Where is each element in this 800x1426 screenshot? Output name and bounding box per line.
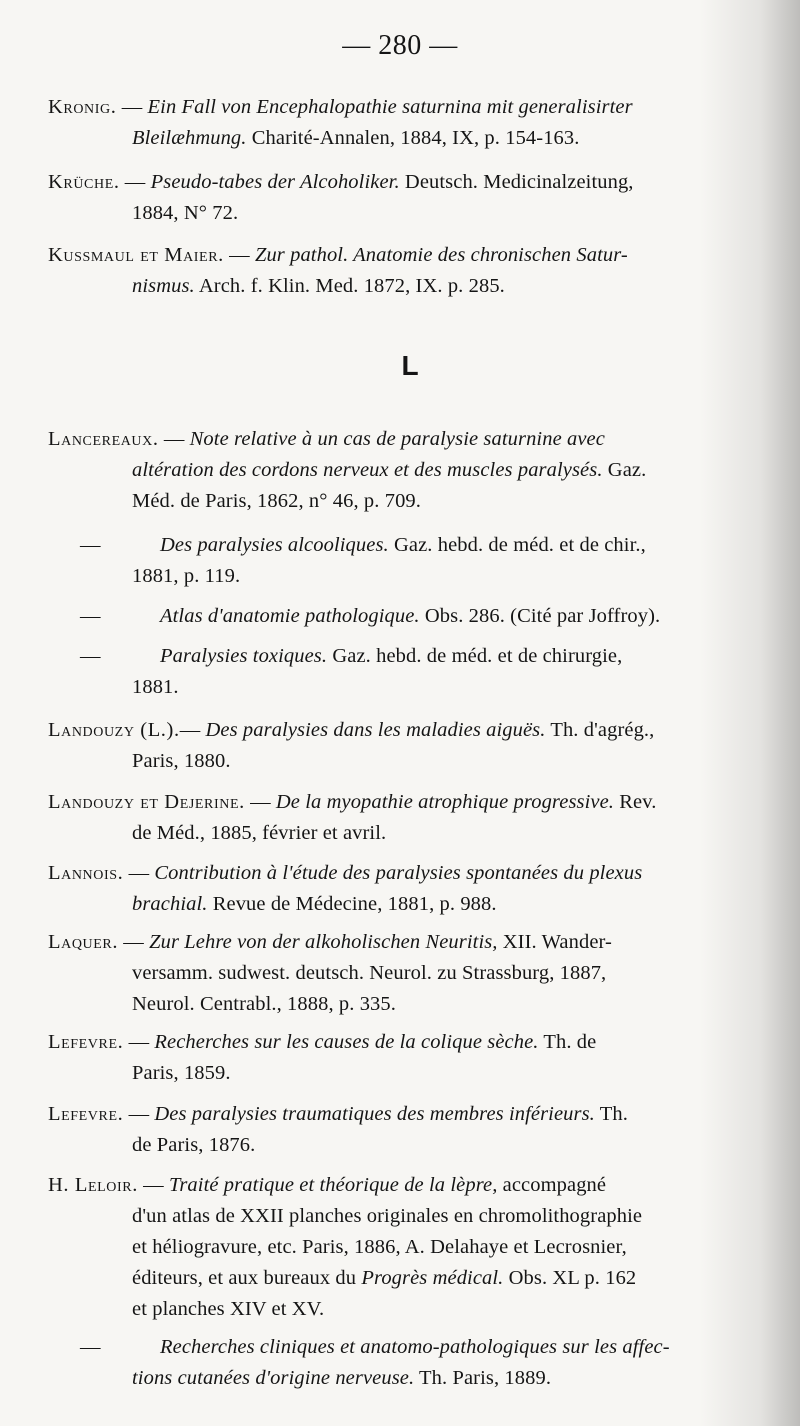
- entry-title: Des paralysies alcooliques.: [160, 534, 389, 556]
- entry-title: Atlas d'anatomie pathologique.: [160, 605, 420, 627]
- entry-source: Th. de: [538, 1031, 597, 1053]
- entry-title: Ein Fall von Encephalopathie saturnina mit generalisirter: [147, 96, 633, 118]
- ditto-dash: —: [80, 645, 101, 667]
- entry-source: éditeurs, et aux bureaux du: [132, 1267, 362, 1289]
- entry-author: Kussmaul et Maier.: [48, 244, 224, 266]
- entry-source: Obs. 286. (Cité par Joffroy).: [419, 605, 661, 627]
- entry-source: Gaz. hebd. de méd. et de chirurgie,: [327, 645, 623, 667]
- entry-author: Landouzy et Dejerine.: [48, 791, 245, 813]
- section-letter-heading: L: [401, 350, 419, 381]
- entry-source: Th. d'agrég.,: [545, 719, 655, 741]
- bibliography-entry: Lefevre. — Recherches sur les causes de la colique sèche. Th. de Paris, 1859.: [48, 1027, 760, 1089]
- ditto-dash: —: [80, 605, 101, 627]
- entry-title: Contribution à l'étude des paralysies spontanées du plexus: [154, 862, 643, 884]
- entry-source: Paris, 1859.: [132, 1062, 231, 1084]
- entry-author: Laquer.: [48, 931, 119, 953]
- entry-author: H. Leloir.: [48, 1174, 138, 1196]
- entry-author: Lannois.: [48, 862, 124, 884]
- entry-title: Traité pratique et théorique de la lèpre,: [168, 1174, 498, 1196]
- entry-source: de Paris, 1876.: [132, 1134, 256, 1156]
- entry-source: et planches XIV et XV.: [132, 1298, 325, 1320]
- entry-title: Des paralysies traumatiques des membres inférieurs.: [154, 1103, 595, 1125]
- entry-title: altération des cordons nerveux et des muscles paralysés.: [132, 459, 603, 481]
- bibliography-entry: Kussmaul et Maier. — Zur pathol. Anatomie des chronischen Satur- nismus. Arch. f. Klin. Med. 1872, IX. p. 285.: [48, 244, 628, 297]
- bibliography-entry: Lannois. — Contribution à l'étude des paralysies spontanées du plexus brachial. Revue de Médecine, 1881, p. 988.: [48, 862, 643, 915]
- entry-title: Recherches cliniques et anatomo-pathologiques sur les affec-: [160, 1336, 670, 1358]
- bibliography-entry: Kronig. — Ein Fall von Encephalopathie saturnina mit generalisirter Bleilæhmung. Charité-Annalen, 1884, IX, p. 154-163.: [48, 96, 633, 149]
- entry-author: Lefevre.: [48, 1103, 124, 1125]
- entry-title: Des paralysies dans les maladies aiguës.: [205, 719, 546, 741]
- bibliography-entry: [48, 1332, 760, 1394]
- entry-source: XII. Wander-: [497, 931, 612, 953]
- entry-title: Paralysies toxiques.: [160, 645, 328, 667]
- entry-source: Deutsch. Medicinalzeitung,: [399, 171, 634, 193]
- bibliography-entry: H. Leloir. — Traité pratique et théorique de la lèpre, accompagné d'un atlas de XXII planches originales en chromolithographie et héliogravure, etc. Paris, 1886, A. Delahaye et Lecrosnier, éditeurs, et aux bureaux du Progrès médical. Obs. XL p. 162 et planches XIV et XV.: [48, 1170, 760, 1325]
- page-number: — 280 —: [342, 30, 458, 61]
- bibliography-entry: Landouzy (L.).— Des paralysies dans les maladies aiguës. Th. d'agrég., Paris, 1880.: [48, 715, 760, 777]
- bibliography-entry: Krüche. — Pseudo-tabes der Alcoholiker. Deutsch. Medicinalzeitung, 1884, N° 72.: [48, 167, 760, 229]
- entry-source: Arch. f. Klin. Med. 1872, IX. p. 285.: [194, 275, 505, 297]
- entry-title: De la myopathie atrophique progressive.: [275, 791, 615, 813]
- entry-title: Recherches sur les causes de la colique sèche.: [154, 1031, 539, 1053]
- entry-source: Rev.: [614, 791, 657, 813]
- entry-source: Revue de Médecine, 1881, p. 988.: [207, 893, 497, 915]
- entry-source: Th. Paris, 1889.: [414, 1367, 552, 1389]
- entry-source: Gaz. hebd. de méd. et de chir.,: [388, 534, 646, 556]
- ditto-dash: —: [80, 1336, 101, 1358]
- entry-source: d'un atlas de XXII planches originales en chromolithographie: [132, 1205, 643, 1227]
- entry-title: tions cutanées d'origine nerveuse.: [132, 1367, 415, 1389]
- entry-author: Landouzy (L.).: [48, 719, 180, 741]
- bibliography-entry: Laquer. — Zur Lehre von der alkoholischen Neuritis, XII. Wander- versamm. sudwest. deutsch. Neurol. zu Strassburg, 1887, Neurol. Centrabl., 1888, p. 335.: [48, 927, 760, 1020]
- bibliography-entry: Landouzy et Dejerine. — De la myopathie atrophique progressive. Rev. de Méd., 1885, février et avril.: [48, 787, 760, 849]
- entry-title: Zur Lehre von der alkoholischen Neuritis,: [149, 931, 498, 953]
- entry-author: Krüche.: [48, 171, 120, 193]
- entry-source: et héliogravure, etc. Paris, 1886, A. Delahaye et Lecrosnier,: [132, 1236, 627, 1258]
- entry-source: Paris, 1880.: [132, 750, 231, 772]
- entry-title: Pseudo-tabes der Alcoholiker.: [150, 171, 400, 193]
- entry-title: Note relative à un cas de paralysie saturnine avec: [189, 428, 605, 450]
- ditto-dash: —: [80, 534, 101, 556]
- entry-source: accompagné: [497, 1174, 607, 1196]
- entry-source: Gaz.: [602, 459, 647, 481]
- entry-source: Méd. de Paris, 1862, n° 46, p. 709.: [132, 490, 421, 512]
- entry-author: Lefevre.: [48, 1031, 124, 1053]
- entry-source: de Méd., 1885, février et avril.: [132, 822, 387, 844]
- entry-title: Zur pathol. Anatomie des chronischen Satur-: [254, 244, 628, 266]
- entry-source: Th.: [594, 1103, 628, 1125]
- entry-source: 1881.: [132, 676, 179, 698]
- entry-source: versamm. sudwest. deutsch. Neurol. zu Strassburg, 1887,: [132, 962, 607, 984]
- entry-source: Obs. XL p. 162: [503, 1267, 637, 1289]
- entry-source: Charité-Annalen, 1884, IX, p. 154-163.: [246, 127, 580, 149]
- bibliography-entry: Lefevre. — Des paralysies traumatiques des membres inférieurs. Th. de Paris, 1876.: [48, 1099, 760, 1161]
- entry-source: 1884, N° 72.: [132, 202, 239, 224]
- bibliography-entry: [48, 530, 760, 592]
- bibliography-entry: [48, 601, 760, 632]
- bibliography-entry: [48, 641, 760, 703]
- entry-title: nismus.: [132, 275, 195, 297]
- entry-journal: Progrès médical.: [361, 1267, 504, 1289]
- entry-title: brachial.: [132, 893, 208, 915]
- entry-source: Neurol. Centrabl., 1888, p. 335.: [132, 993, 396, 1015]
- entry-source: 1881, p. 119.: [132, 565, 241, 587]
- entry-author: Kronig.: [48, 96, 117, 118]
- bibliography-entry: Lancereaux. — Note relative à un cas de paralysie saturnine avec altération des cordons nerveux et des muscles paralysés. Gaz. Méd. de Paris, 1862, n° 46, p. 709.: [48, 424, 760, 517]
- entry-title: Bleilæhmung.: [132, 127, 247, 149]
- entry-author: Lancereaux.: [48, 428, 159, 450]
